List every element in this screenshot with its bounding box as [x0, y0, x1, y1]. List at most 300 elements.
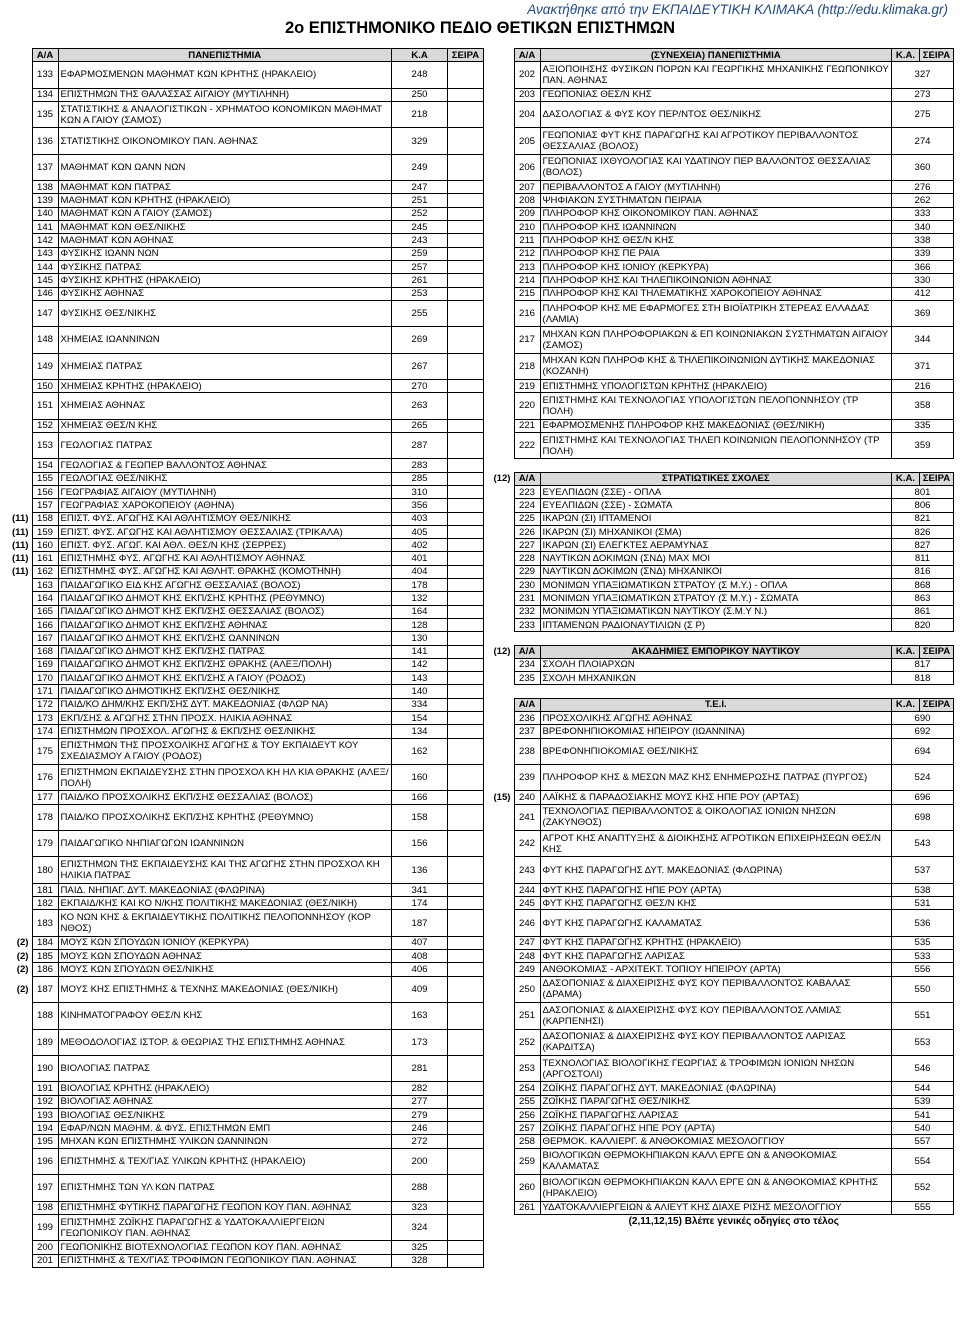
row-mark [490, 658, 514, 671]
row-code: 287 [392, 432, 448, 458]
table-row [490, 672, 954, 685]
row-department: ΜΗΧΑΝ ΚΩΝ ΕΠΙΣΤΗΜΗΣ ΥΛΙΚΩΝ ΩΑΝΝΙΝΩΝ [58, 1135, 392, 1148]
row-mark [8, 88, 32, 101]
row-department: ΠΑΙΔΑΓΩΓΙΚΟ ΕΙΔ ΚΗΣ ΑΓΩΓΗΣ ΘΕΣΣΑΛΙΑΣ (ΒΟΛΟΣ) [58, 579, 392, 592]
row-department: ΚΟ ΝΩΝ ΚΗΣ & ΕΚΠΑΙΔΕΥΤΙΚΗΣ ΠΟΛΙΤΙΚΗΣ ΠΕΛΟΠΟΝΝΗΣΟΥ (ΚΟΡ ΝΘΟΣ) [58, 910, 392, 936]
row-department: ΙΠΤΑΜΕΝΩΝ ΡΑΔΙΟΝΑΥΤΙΛΙΩΝ (Σ Ρ) [540, 618, 892, 631]
table-row [8, 393, 484, 419]
row-order [448, 1241, 484, 1254]
row-order [448, 300, 484, 326]
row-number: 150 [32, 380, 58, 393]
row-mark [8, 831, 32, 857]
row-mark: (15) [493, 792, 511, 804]
row-code: 359 [892, 432, 954, 458]
table-row [8, 1135, 484, 1148]
row-department: ΕΠΙΣΤΗΜΗΣ ΦΥΣ. ΑΓΩΓΗΣ ΚΑΙ ΑΘΛΗΤΙΣΜΟΥ ΑΘΗΝΑΣ [58, 552, 392, 565]
row-code: 310 [392, 485, 448, 498]
row-mark [490, 1029, 514, 1055]
row-number: 174 [32, 725, 58, 738]
row-department: ΜΟΝΙΜΩΝ ΥΠΑΞΙΩΜΑΤΙΚΩΝ ΣΤΡΑΤΟΥ (Σ Μ.Υ.) - ΣΩΜΑΤΑ [540, 592, 892, 605]
row-number: 232 [514, 605, 540, 618]
row-order [448, 605, 484, 618]
row-code: 868 [892, 579, 954, 592]
row-code: 248 [392, 62, 448, 88]
table-row [8, 327, 484, 353]
row-code: 863 [892, 592, 954, 605]
table-row [490, 260, 954, 273]
row-department: ΠΑΙΔΑΓΩΓΙΚΟ ΔΗΜΟΤ ΚΗΣ ΕΚΠ/ΣΗΣ ΘΕΣΣΑΛΙΑΣ (ΒΟΛΟΣ) [58, 605, 392, 618]
row-number: 226 [514, 525, 540, 538]
row-department: ΙΚΑΡΩΝ (ΣΙ) ΜΗΧΑΝΙΚΟΙ (ΣΜΑ) [540, 525, 892, 538]
row-mark [8, 698, 32, 711]
row-mark [8, 260, 32, 273]
row-number: 211 [514, 234, 540, 247]
table-row [8, 579, 484, 592]
row-department: ΦΥΤ ΚΗΣ ΠΑΡΑΓΩΓΗΣ ΘΕΣ/Ν ΚΗΣ [540, 897, 892, 910]
row-number: 141 [32, 221, 58, 234]
row-order [448, 1254, 484, 1267]
row-department: ΒΙΟΛΟΓΙΑΣ ΘΕΣ/ΝΙΚΗΣ [58, 1108, 392, 1121]
row-mark [8, 1214, 32, 1240]
row-code: 356 [392, 499, 448, 512]
row-code: 407 [392, 936, 448, 949]
table-row [8, 963, 484, 976]
row-number: 166 [32, 618, 58, 631]
row-department: ΕΠΙΣΤΗΜΗΣ ΦΥΣ. ΑΓΩΓΗΣ ΚΑΙ ΑΘΛΗΤ. ΘΡΑΚΗΣ (ΚΟΜΟΤΗΝΗ) [58, 565, 392, 578]
row-number: 220 [514, 393, 540, 419]
row-number: 149 [32, 353, 58, 379]
table-row [490, 247, 954, 260]
row-mark [490, 963, 514, 976]
table-row [8, 181, 484, 194]
table-row [490, 1095, 954, 1108]
row-mark [8, 897, 32, 910]
table-row [8, 712, 484, 725]
footer-spacer [490, 1214, 514, 1227]
row-number: 244 [514, 883, 540, 896]
section-mark: (12) [490, 472, 514, 485]
row-order [448, 592, 484, 605]
row-code: 160 [392, 765, 448, 791]
table-row [8, 632, 484, 645]
row-number: 188 [32, 1003, 58, 1029]
row-number: 260 [514, 1175, 540, 1201]
row-code: 272 [392, 1135, 448, 1148]
row-mark [8, 910, 32, 936]
row-department: ΕΠΙΣΤΗΜΗΣ ΚΑΙ ΤΕΧΝΟΛΟΓΙΑΣ ΥΠΟΛΟΓΙΣΤΩΝ ΠΕΛΟΠΟΝΝΗΣΟΥ (ΤΡ ΠΟΛΗ) [540, 393, 892, 419]
footer-row [490, 1214, 954, 1227]
row-mark [490, 207, 514, 220]
table-row [490, 274, 954, 287]
row-mark [490, 128, 514, 154]
row-department: ΖΩΪΚΗΣ ΠΑΡΑΓΩΓΗΣ ΗΠΕ ΡΟΥ (ΑΡΤΑ) [540, 1122, 892, 1135]
row-code: 811 [892, 552, 954, 565]
table-row [490, 725, 954, 738]
row-code: 827 [892, 539, 954, 552]
row-mark [8, 459, 32, 472]
row-mark [490, 1201, 514, 1214]
row-department: ΒΡΕΦΟΝΗΠΙΟΚΟΜΙΑΣ ΘΕΣ/ΝΙΚΗΣ [540, 738, 892, 764]
row-code: 817 [892, 658, 954, 671]
row-order [448, 393, 484, 419]
row-order [448, 539, 484, 552]
row-code: 200 [392, 1148, 448, 1174]
table-row [8, 791, 484, 804]
row-code: 128 [392, 618, 448, 631]
row-mark [490, 234, 514, 247]
table-row [8, 194, 484, 207]
section-title: ΑΚΑΔΗΜΙΕΣ ΕΜΠΟΡΙΚΟΥ ΝΑΥΤΙΚΟΥ [540, 645, 892, 658]
row-department: ΝΑΥΤΙΚΩΝ ΔΟΚΙΜΩΝ (ΣΝΔ) ΜΑΧ ΜΟΙ [540, 552, 892, 565]
row-order [448, 207, 484, 220]
table-row [490, 393, 954, 419]
row-department: ΦΥΣΙΚΗΣ ΠΑΤΡΑΣ [58, 260, 392, 273]
row-number: 223 [514, 485, 540, 498]
row-number: 210 [514, 221, 540, 234]
source-line: Ανακτήθηκε από την ΕΚΠΑΙΔΕΥΤΙΚΗ ΚΛΙΜΑΚΑ (http://edu.klimaka.gr) [527, 2, 948, 17]
row-department: ΤΕΧΝΟΛΟΓΙΑΣ ΒΙΟΛΟΓΙΚΗΣ ΓΕΩΡΓΙΑΣ & ΤΡΟΦΙΜΩΝ ΙΟΝΙΩΝ ΝΗΣΩΝ (ΑΡΓΟΣΤΟΛΙ) [540, 1055, 892, 1081]
table-row [490, 883, 954, 896]
table-row [8, 1148, 484, 1174]
row-order [448, 804, 484, 830]
section-order: ΣΕΙΡΑ [920, 645, 954, 658]
table-row [490, 618, 954, 631]
row-number: 171 [32, 685, 58, 698]
row-number: 235 [514, 672, 540, 685]
row-code: 557 [892, 1135, 954, 1148]
row-mark [8, 672, 32, 685]
row-mark: (2) [16, 964, 29, 976]
table-row [8, 1201, 484, 1214]
table-row [490, 963, 954, 976]
row-order [448, 1108, 484, 1121]
table-row [490, 579, 954, 592]
row-order [448, 62, 484, 88]
row-mark: (2) [16, 950, 29, 962]
row-number: 205 [514, 128, 540, 154]
row-code: 555 [892, 1201, 954, 1214]
row-mark [8, 62, 32, 88]
row-order [448, 618, 484, 631]
row-mark [8, 1148, 32, 1174]
row-number: 207 [514, 181, 540, 194]
row-number: 217 [514, 327, 540, 353]
row-order [448, 499, 484, 512]
row-order [448, 897, 484, 910]
table-row [8, 658, 484, 671]
row-code: 285 [392, 472, 448, 485]
row-code: 801 [892, 485, 954, 498]
table-row [8, 738, 484, 764]
row-department: ΜΟΝΙΜΩΝ ΥΠΑΞΙΩΜΑΤΙΚΩΝ ΝΑΥΤΙΚΟΥ (Σ.Μ.Υ Ν.) [540, 605, 892, 618]
row-number: 158 [32, 512, 58, 525]
row-department: ΠΑΙΔ/ΚΟ ΠΡΟΣΧΟΛΙΚΗΣ ΕΚΠ/ΣΗΣ ΘΕΣΣΑΛΙΑΣ (ΒΟΛΟΣ) [58, 791, 392, 804]
header-order: ΣΕΙΡΑ [448, 49, 484, 62]
row-code: 696 [892, 791, 954, 804]
row-mark [490, 950, 514, 963]
table-row [8, 1029, 484, 1055]
table-row [490, 128, 954, 154]
row-order [448, 128, 484, 154]
row-department: ΦΥΣΙΚΗΣ ΙΩΑΝΝ ΝΩΝ [58, 247, 392, 260]
row-department: ΓΕΩΓΡΑΦΙΑΣ ΑΙΓΑΙΟΥ (ΜΥΤΙΛΗΝΗ) [58, 485, 392, 498]
row-order [448, 950, 484, 963]
row-department: ΦΥΣΙΚΗΣ ΘΕΣ/ΝΙΚΗΣ [58, 300, 392, 326]
row-order [448, 1214, 484, 1240]
section-code: Κ.Α. [892, 472, 920, 485]
section-title: Τ.Ε.Ι. [540, 698, 892, 711]
row-mark [8, 380, 32, 393]
row-department: ΠΡΟΣΧΟΛΙΚΗΣ ΑΓΩΓΗΣ ΑΘΗΝΑΣ [540, 712, 892, 725]
row-code: 692 [892, 725, 954, 738]
row-number: 249 [514, 963, 540, 976]
row-number: 180 [32, 857, 58, 883]
table-row [490, 353, 954, 379]
row-code: 251 [392, 194, 448, 207]
row-mark [490, 725, 514, 738]
row-department: ΜΑΘΗΜΑΤ ΚΩΝ ΘΕΣ/ΝΙΚΗΣ [58, 221, 392, 234]
row-mark [490, 194, 514, 207]
row-department: ΑΓΡΟΤ ΚΗΣ ΑΝΑΠΤΥΞΗΣ & ΔΙΟΙΚΗΣΗΣ ΑΓΡΟΤΙΚΩΝ ΕΠΙΧΕΙΡΗΣΕΩΝ ΘΕΣ/Ν ΚΗΣ [540, 831, 892, 857]
row-mark [8, 181, 32, 194]
header-code: Κ.Α [392, 49, 448, 62]
row-number: 182 [32, 897, 58, 910]
row-number: 206 [514, 154, 540, 180]
row-department: ΕΚΠ/ΣΗΣ & ΑΓΩΓΗΣ ΣΤΗΝ ΠΡΟΣΧ. ΗΛΙΚΙΑ ΑΘΗΝΑΣ [58, 712, 392, 725]
table-row [490, 1055, 954, 1081]
row-mark [490, 897, 514, 910]
table-row [490, 857, 954, 883]
row-mark [490, 936, 514, 949]
row-department: ΣΧΟΛΗ ΜΗΧΑΝΙΚΩΝ [540, 672, 892, 685]
row-order [448, 1029, 484, 1055]
row-department: ΜΟΥΣ ΚΗΣ ΕΠΙΣΤΗΜΗΣ & ΤΕΧΝΗΣ ΜΑΚΕΔΟΝΙΑΣ (ΘΕΣ/ΝΙΚΗ) [58, 976, 392, 1002]
row-mark [490, 831, 514, 857]
row-code: 540 [892, 1122, 954, 1135]
row-number: 160 [32, 539, 58, 552]
row-mark [8, 1095, 32, 1108]
row-code: 531 [892, 897, 954, 910]
row-number: 241 [514, 804, 540, 830]
row-mark [490, 88, 514, 101]
row-code: 134 [392, 725, 448, 738]
table-row [8, 539, 484, 552]
row-order [448, 579, 484, 592]
row-order [448, 1201, 484, 1214]
row-department: ΜΑΘΗΜΑΤ ΚΩΝ ΠΑΤΡΑΣ [58, 181, 392, 194]
row-code: 255 [392, 300, 448, 326]
row-mark [490, 181, 514, 194]
row-number: 154 [32, 459, 58, 472]
row-department: ΕΠΙΣΤ. ΦΥΣ. ΑΓΩΓΗΣ ΚΑΙ ΑΘΛΗΤΙΣΜΟΥ ΘΕΣΣΑΛΙΑΣ (ΤΡΙΚΑΛΑ) [58, 525, 392, 538]
table-row [8, 1214, 484, 1240]
table-row [8, 857, 484, 883]
row-code: 261 [392, 274, 448, 287]
row-mark [490, 62, 514, 88]
row-mark [490, 1108, 514, 1121]
row-department: ΚΙΝΗΜΑΤΟΓΡΑΦΟΥ ΘΕΣ/Ν ΚΗΣ [58, 1003, 392, 1029]
row-department: ΣΤΑΤΙΣΤΙΚΗΣ ΟΙΚΟΝΟΜΙΚΟΥ ΠΑΝ. ΑΘΗΝΑΣ [58, 128, 392, 154]
left-table-header [8, 49, 484, 62]
row-number: 197 [32, 1175, 58, 1201]
row-department: ΦΥΤ ΚΗΣ ΠΑΡΑΓΩΓΗΣ ΔΥΤ. ΜΑΚΕΔΟΝΙΑΣ (ΦΛΩΡΙΝΑ) [540, 857, 892, 883]
row-code: 163 [392, 1003, 448, 1029]
row-department: ΕΠΙΣΤΗΜΩΝ ΠΡΟΣΧΟΛ. ΑΓΩΓΗΣ & ΕΚΠ/ΣΗΣ ΘΕΣ/ΝΙΚΗΣ [58, 725, 392, 738]
row-department: ΣΤΑΤΙΣΤΙΚΗΣ & ΑΝΑΛΟΓΙΣΤΙΚΩΝ - ΧΡΗΜΑΤΟΟ ΚΟΝΟΜΙΚΩΝ ΜΑΘΗΜΑΤ ΚΩΝ Α ΓΑΙΟΥ (ΣΑΜΟΣ) [58, 101, 392, 127]
row-code: 538 [892, 883, 954, 896]
table-row [8, 499, 484, 512]
row-department: ΦΥΤ ΚΗΣ ΠΑΡΑΓΩΓΗΣ ΗΠΕ ΡΟΥ (ΑΡΤΑ) [540, 883, 892, 896]
row-number: 261 [514, 1201, 540, 1214]
row-number: 191 [32, 1082, 58, 1095]
row-department: ΓΕΩΓΡΑΦΙΑΣ ΧΑΡΟΚΟΠΕΙΟΥ (ΑΘΗΝΑ) [58, 499, 392, 512]
row-number: 203 [514, 88, 540, 101]
row-number: 169 [32, 658, 58, 671]
row-department: ΠΛΗΡΟΦΟΡ ΚΗΣ ΚΑΙ ΤΗΛΕΜΑΤΙΚΗΣ ΧΑΡΟΚΟΠΕΙΟΥ ΑΘΗΝΑΣ [540, 287, 892, 300]
row-code: 262 [892, 194, 954, 207]
row-order [448, 712, 484, 725]
row-code: 269 [392, 327, 448, 353]
row-order [448, 1003, 484, 1029]
row-code: 543 [892, 831, 954, 857]
row-code: 366 [892, 260, 954, 273]
table-row [8, 552, 484, 565]
row-mark [8, 883, 32, 896]
row-code: 283 [392, 459, 448, 472]
row-mark [8, 1003, 32, 1029]
section-code: Κ.Α. [892, 698, 920, 711]
table-row [8, 883, 484, 896]
row-number: 219 [514, 380, 540, 393]
section-header [490, 698, 954, 711]
row-code: 132 [392, 592, 448, 605]
row-order [448, 525, 484, 538]
row-department: ΜΗΧΑΝ ΚΩΝ ΠΛΗΡΟΦ ΚΗΣ & ΤΗΛΕΠΙΚΟΙΝΩΝΙΩΝ ΔΥΤΙΚΗΣ ΜΑΚΕΔΟΝΙΑΣ (ΚΟΖΑΝΗ) [540, 353, 892, 379]
table-row [8, 1055, 484, 1081]
row-department: ΠΑΙΔ. ΝΗΠΙΑΓ. ΔΥΤ. ΜΑΚΕΔΟΝΙΑΣ (ΦΛΩΡΙΝΑ) [58, 883, 392, 896]
row-code: 328 [392, 1254, 448, 1267]
row-code: 173 [392, 1029, 448, 1055]
table-row [490, 1148, 954, 1174]
row-department: ΕΠΙΣΤΗΜΩΝ ΤΗΣ ΠΡΟΣΧΟΛΙΚΗΣ ΑΓΩΓΗΣ & ΤΟΥ ΕΚΠΑΙΔΕΥΤ ΚΟΥ ΣΧΕΔΙΑΣΜΟΥ Α ΓΑΙΟΥ (ΡΟΔΟΣ) [58, 738, 392, 764]
row-number: 147 [32, 300, 58, 326]
section-order: ΣΕΙΡΑ [920, 698, 954, 711]
row-mark [490, 1148, 514, 1174]
row-number: 237 [514, 725, 540, 738]
table-row [490, 525, 954, 538]
row-mark [8, 419, 32, 432]
table-row [8, 592, 484, 605]
table-row [490, 976, 954, 1002]
row-number: 159 [32, 525, 58, 538]
row-department: ΖΩΪΚΗΣ ΠΑΡΑΓΩΓΗΣ ΛΑΡΙΣΑΣ [540, 1108, 892, 1121]
section-header [490, 472, 954, 485]
table-row [8, 831, 484, 857]
table-row [8, 1095, 484, 1108]
row-code: 164 [392, 605, 448, 618]
row-code: 273 [892, 88, 954, 101]
row-mark [8, 592, 32, 605]
row-department: ΑΞΙΟΠΟΙΗΣΗΣ ΦΥΣΙΚΩΝ ΠΟΡΩΝ ΚΑΙ ΓΕΩΡΓΙΚΗΣ ΜΗΧΑΝΙΚΗΣ ΓΕΩΠΟΝΙΚΟΥ ΠΑΝ. ΑΘΗΝΑΣ [540, 62, 892, 88]
row-department: ΓΕΩΠΟΝΙΚΗΣ ΒΙΟΤΕΧΝΟΛΟΓΙΑΣ ΓΕΩΠΟΝ ΚΟΥ ΠΑΝ. ΑΘΗΝΑΣ [58, 1241, 392, 1254]
table-row [8, 765, 484, 791]
table-row [490, 1003, 954, 1029]
table-row [8, 685, 484, 698]
row-department: ΒΙΟΛΟΓΙΚΩΝ ΘΕΡΜΟΚΗΠΙΑΚΩΝ ΚΑΛΛ ΕΡΓΕ ΩΝ & ΑΝΘΟΚΟΜΙΑΣ ΚΡΗΤΗΣ (ΗΡΑΚΛΕΙΟ) [540, 1175, 892, 1201]
row-code: 279 [392, 1108, 448, 1121]
row-code: 274 [892, 128, 954, 154]
row-department: ΕΠΙΣΤ. ΦΥΣ. ΑΓΩΓ. ΚΑΙ ΑΘΛ. ΘΕΣ/Ν ΚΗΣ (ΣΕΡΡΕΣ) [58, 539, 392, 552]
row-number: 216 [514, 300, 540, 326]
row-number: 253 [514, 1055, 540, 1081]
table-row [8, 1003, 484, 1029]
row-mark [8, 765, 32, 791]
table-row [490, 154, 954, 180]
row-department: ΥΔΑΤΟΚΑΛΛΙΕΡΓΕΙΩΝ & ΑΛΙΕΥΤ ΚΗΣ ΔΙΑΧΕ ΡΙΣΗΣ ΜΕΣΟΛΟΓΓΙΟΥ [540, 1201, 892, 1214]
row-mark [490, 804, 514, 830]
table-row [490, 327, 954, 353]
row-mark [8, 194, 32, 207]
table-row [490, 1201, 954, 1214]
row-mark [8, 658, 32, 671]
row-number: 193 [32, 1108, 58, 1121]
row-code: 360 [892, 154, 954, 180]
row-number: 222 [514, 432, 540, 458]
row-order [448, 512, 484, 525]
row-department: ΜΑΘΗΜΑΤ ΚΩΝ Α ΓΑΙΟΥ (ΣΑΜΟΣ) [58, 207, 392, 220]
row-order [448, 234, 484, 247]
row-number: 227 [514, 539, 540, 552]
row-department: ΒΙΟΛΟΓΙΑΣ ΚΡΗΤΗΣ (ΗΡΑΚΛΕΙΟ) [58, 1082, 392, 1095]
section-order: ΣΕΙΡΑ [920, 472, 954, 485]
table-row [490, 592, 954, 605]
row-mark [490, 1135, 514, 1148]
row-mark [490, 910, 514, 936]
table-row [8, 300, 484, 326]
row-mark [8, 101, 32, 127]
row-mark [490, 1095, 514, 1108]
row-mark [490, 1175, 514, 1201]
table-row [490, 765, 954, 791]
row-mark [8, 1082, 32, 1095]
row-mark [8, 287, 32, 300]
header-name: ΠΑΝΕΠΙΣΤΗΜΙΑ [58, 49, 392, 62]
row-department: ΜΗΧΑΝ ΚΩΝ ΠΛΗΡΟΦΟΡΙΑΚΩΝ & ΕΠ ΚΟΙΝΩΝΙΑΚΩΝ ΣΥΣΤΗΜΑΤΩΝ ΑΙΓΑΙΟΥ (ΣΑΜΟΣ) [540, 327, 892, 353]
row-code: 552 [892, 1175, 954, 1201]
row-department: ΔΑΣΟΠΟΝΙΑΣ & ΔΙΑΧΕΙΡΙΣΗΣ ΦΥΣ ΚΟΥ ΠΕΡΙΒΑΛΛΟΝΤΟΣ ΚΑΒΑΛΑΣ (ΔΡΑΜΑ) [540, 976, 892, 1002]
row-mark [490, 672, 514, 685]
row-mark [8, 247, 32, 260]
row-code: 324 [392, 1214, 448, 1240]
table-row [8, 353, 484, 379]
row-mark [490, 327, 514, 353]
row-department: ΘΕΡΜΟΚ. ΚΑΛΛΙΕΡΓ. & ΑΝΘΟΚΟΜΙΑΣ ΜΕΣΟΛΟΓΓΙΟΥ [540, 1135, 892, 1148]
row-mark [490, 353, 514, 379]
table-row [8, 260, 484, 273]
row-mark [490, 419, 514, 432]
row-mark [490, 592, 514, 605]
row-code: 403 [392, 512, 448, 525]
row-department: ΜΟΥΣ ΚΩΝ ΣΠΟΥΔΩΝ ΙΟΝΙΟΥ (ΚΕΡΚΥΡΑ) [58, 936, 392, 949]
row-number: 186 [32, 963, 58, 976]
table-row [8, 485, 484, 498]
row-number: 140 [32, 207, 58, 220]
row-department: ΝΑΥΤΙΚΩΝ ΔΟΚΙΜΩΝ (ΣΝΔ) ΜΗΧΑΝΙΚΟΙ [540, 565, 892, 578]
row-number: 145 [32, 274, 58, 287]
row-number: 224 [514, 499, 540, 512]
spacer-row [490, 459, 954, 472]
row-order [448, 725, 484, 738]
